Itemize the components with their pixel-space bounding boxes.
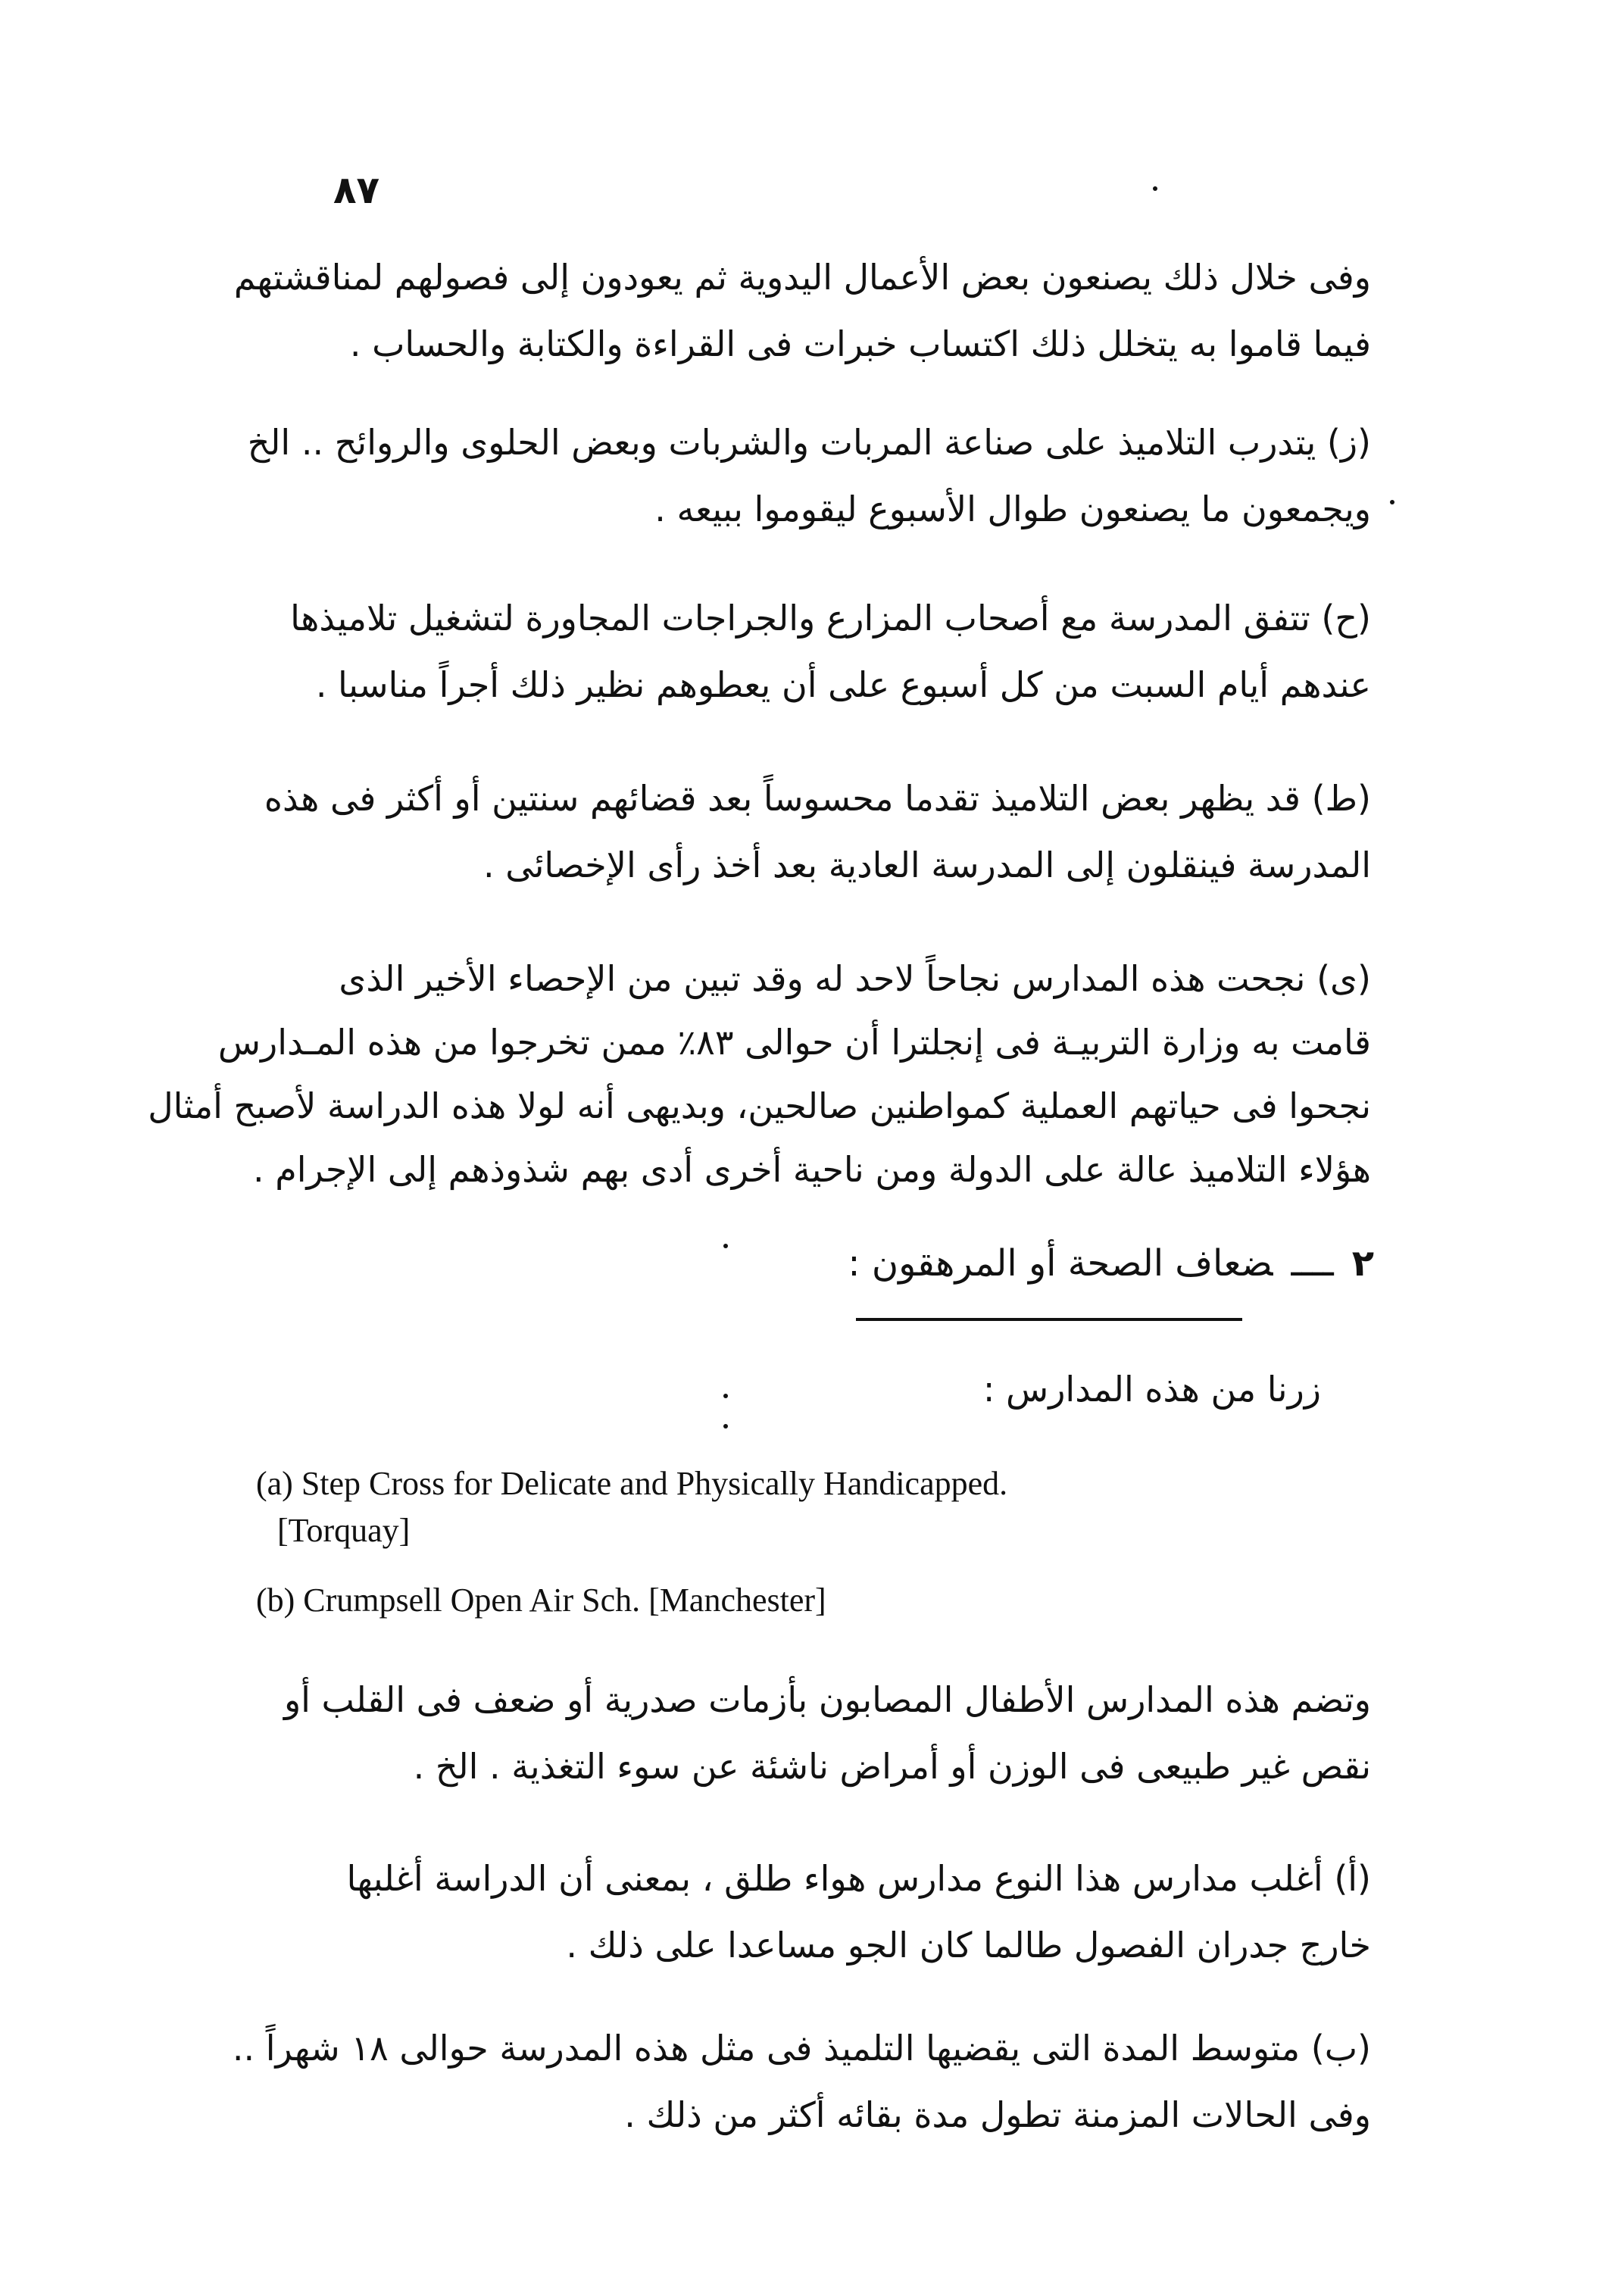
item-b-paragraph xyxy=(232,2015,1371,2148)
description-line: وتضم هذه المدارس الأطفال المصابون بأزمات صدرية أو ضعف فى القلب أو xyxy=(283,1679,1371,1720)
item-t-line: المدرسة فينقلون إلى المدرسة العادية بعد أخذ رأى الإخصائى . xyxy=(483,845,1371,885)
description-paragraph xyxy=(273,1666,1371,1800)
item-b-line: (ب) متوسط المدة التى يقضيها التلميذ فى مثل هذه المدرسة حوالى ١٨ شهراً .. xyxy=(232,2028,1371,2069)
item-a-paragraph xyxy=(273,1845,1371,1978)
intro-line: وفى خلال ذلك يصنعون بعض الأعمال اليدوية ثم يعودون إلى فصولهم لمناقشتهم xyxy=(233,257,1371,298)
print-speck xyxy=(1153,186,1157,191)
page-number: ٨٧ xyxy=(333,168,380,212)
section-dash: ــــ xyxy=(1291,1242,1334,1285)
description-line: نقص غير طبيعى فى الوزن أو أمراض ناشئة عن سوء التغذية . الخ . xyxy=(413,1746,1371,1787)
section-title-underline xyxy=(856,1318,1242,1321)
item-a-line: خارج جدران الفصول طالما كان الجو مساعدا على ذلك . xyxy=(566,1925,1371,1966)
item-h-line: عندهم أيام السبت من كل أسبوع على أن يعطوهم نظير ذلك أجراً مناسبا . xyxy=(315,664,1371,705)
school-list-en xyxy=(256,1460,1007,1554)
print-speck xyxy=(723,1244,728,1248)
print-speck xyxy=(723,1424,728,1429)
item-h-line: (ح) تتفق المدرسة مع أصحاب المزارع والجراجات المجاورة لتشغيل تلاميذها xyxy=(290,598,1371,639)
item-z-line: ويجمعون ما يصنعون طوال الأسبوع ليقوموا ببيعه . xyxy=(654,489,1371,529)
item-a-line: (أ) أغلب مدارس هذا النوع مدارس هواء طلق ، بمعنى أن الدراسة أغلبها xyxy=(346,1858,1371,1899)
item-b-line: وفى الحالات المزمنة تطول مدة بقائه أكثر من ذلك . xyxy=(624,2094,1371,2135)
item-z-line: (ز) يتدرب التلاميذ على صناعة المربات والشربات وبعض الحلوى والروائح .. الخ xyxy=(247,422,1371,463)
school-list-en-b xyxy=(256,1577,826,1624)
item-y-line: نجحوا فى حياتهم العملية كمواطنين صالحين، وبديهى أنه لولا هذه الدراسة لأصبح أمثال xyxy=(148,1085,1371,1126)
item-h-paragraph xyxy=(273,585,1371,718)
intro-line: فيما قاموا به يتخلل ذلك اكتساب خبرات فى القراءة والكتابة والحساب . xyxy=(349,323,1371,364)
section-number: ٢ xyxy=(1351,1242,1374,1285)
item-y-line: قامت به وزارة التربيـة فى إنجلترا أن حوالى ٨٣٪ ممن تخرجوا من هذه المـدارس xyxy=(217,1022,1371,1063)
school-a-line: (a) Step Cross for Delicate and Physically Handicapped. xyxy=(256,1465,1008,1502)
item-y-paragraph xyxy=(148,947,1371,1201)
intro-paragraph xyxy=(233,244,1371,377)
section-heading xyxy=(848,1242,1374,1285)
school-b-line: (b) Crumpsell Open Air Sch. [Manchester] xyxy=(256,1582,826,1619)
school-a-location: [Torquay] xyxy=(277,1512,411,1549)
section-title: ضعاف الصحة أو المرهقون : xyxy=(848,1242,1273,1285)
item-t-paragraph xyxy=(264,765,1371,898)
visited-intro-line: زرنا من هذه المدارس : xyxy=(982,1369,1321,1410)
item-z-paragraph xyxy=(247,409,1371,542)
item-t-line: (ط) قد يظهر بعض التلاميذ تقدما محسوساً بعد قضائهم سنتين أو أكثر فى هذه xyxy=(264,778,1371,819)
print-speck xyxy=(723,1394,728,1398)
item-y-line: (ى) نجحت هذه المدارس نجاحاً لاحد له وقد تبين من الإحصاء الأخير الذى xyxy=(339,958,1371,999)
visited-intro xyxy=(983,1356,1321,1422)
print-speck xyxy=(1390,500,1394,504)
item-y-line: هؤلاء التلاميذ عالة على الدولة ومن ناحية أخرى أدى بهم شذوذهم إلى الإجرام . xyxy=(252,1149,1371,1190)
